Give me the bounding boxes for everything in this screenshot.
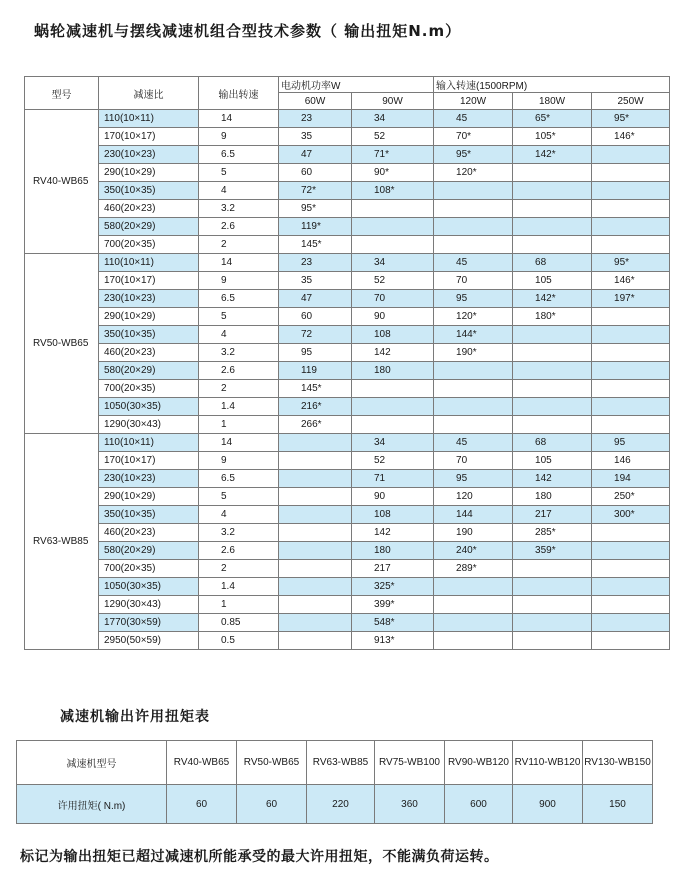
table-row [25, 110, 670, 128]
torque-value-cell: 197* [592, 290, 670, 308]
table-row [25, 362, 670, 380]
torque-value-cell [434, 578, 513, 596]
torque-value-cell [513, 164, 592, 182]
torque-value-cell: 90 [352, 488, 434, 506]
torque-value-cell [352, 398, 434, 416]
torque-value-cell [513, 416, 592, 434]
allowable-torque-cell: 60 [167, 785, 237, 824]
table-row [25, 560, 670, 578]
torque-value-cell [279, 560, 352, 578]
torque-value-cell: 180 [513, 488, 592, 506]
torque-value-cell: 119* [279, 218, 352, 236]
torque-value-cell [434, 398, 513, 416]
allowable-model-cell: RV90-WB120 [445, 741, 513, 785]
torque-value-cell: 105 [513, 272, 592, 290]
ratio-cell: 170(10×17) [99, 128, 199, 146]
torque-value-cell: 71* [352, 146, 434, 164]
torque-value-cell: 95* [434, 146, 513, 164]
ratio-cell: 170(10×17) [99, 272, 199, 290]
torque-value-cell: 52 [352, 128, 434, 146]
torque-value-cell: 45 [434, 254, 513, 272]
table-row [25, 236, 670, 254]
output-speed-cell: 9 [199, 272, 279, 290]
table-row [25, 254, 670, 272]
torque-value-cell [434, 632, 513, 650]
ratio-cell: 350(10×35) [99, 182, 199, 200]
torque-value-cell: 95* [592, 110, 670, 128]
output-speed-cell: 6.5 [199, 470, 279, 488]
allowable-model-cell: RV110-WB120 [513, 741, 583, 785]
ratio-cell: 580(20×29) [99, 542, 199, 560]
torque-value-cell [513, 614, 592, 632]
allowable-model-cell: RV50-WB65 [237, 741, 307, 785]
torque-value-cell [592, 542, 670, 560]
torque-value-cell [592, 326, 670, 344]
torque-value-cell: 47 [279, 290, 352, 308]
torque-table-body [25, 110, 670, 650]
ratio-cell: 350(10×35) [99, 506, 199, 524]
torque-value-cell [279, 452, 352, 470]
torque-value-cell: 144 [434, 506, 513, 524]
table-row [25, 416, 670, 434]
torque-value-cell [352, 380, 434, 398]
torque-value-cell: 95 [434, 290, 513, 308]
torque-value-cell: 142* [513, 290, 592, 308]
output-speed-cell: 2 [199, 560, 279, 578]
torque-value-cell: 105 [513, 452, 592, 470]
ratio-cell: 110(10×11) [99, 254, 199, 272]
ratio-cell: 1050(30×35) [99, 578, 199, 596]
table-row [25, 308, 670, 326]
ratio-cell: 170(10×17) [99, 452, 199, 470]
torque-value-cell: 108 [352, 506, 434, 524]
allowable-torque-row [17, 785, 653, 824]
table-row [25, 596, 670, 614]
torque-value-cell [434, 380, 513, 398]
output-speed-cell: 9 [199, 452, 279, 470]
torque-value-cell [279, 434, 352, 452]
torque-value-cell: 34 [352, 254, 434, 272]
table-row [25, 578, 670, 596]
output-speed-cell: 1.4 [199, 578, 279, 596]
allowable-torque-label: 许用扭矩( N.m) [17, 785, 167, 824]
torque-value-cell: 34 [352, 434, 434, 452]
torque-value-cell: 95 [279, 344, 352, 362]
torque-value-cell [279, 578, 352, 596]
torque-value-cell [434, 416, 513, 434]
header-power-250w: 250W [592, 93, 670, 110]
torque-spec-table [24, 76, 670, 650]
ratio-cell: 460(20×23) [99, 524, 199, 542]
table-row [25, 434, 670, 452]
allowable-torque-cell: 60 [237, 785, 307, 824]
torque-value-cell: 72 [279, 326, 352, 344]
table-row [25, 272, 670, 290]
torque-value-cell: 142 [513, 470, 592, 488]
torque-value-cell: 68 [513, 254, 592, 272]
ratio-cell: 1050(30×35) [99, 398, 199, 416]
torque-value-cell [513, 578, 592, 596]
ratio-cell: 290(10×29) [99, 308, 199, 326]
table-row [25, 614, 670, 632]
output-speed-cell: 0.85 [199, 614, 279, 632]
table-row [25, 218, 670, 236]
page-title: 蜗轮减速机与摆线减速机组合型技术参数（ 输出扭矩N.m） [34, 22, 462, 40]
allowable-torque-cell: 600 [445, 785, 513, 824]
torque-value-cell: 300* [592, 506, 670, 524]
ratio-cell: 230(10×23) [99, 470, 199, 488]
torque-value-cell: 45 [434, 434, 513, 452]
torque-value-cell: 190 [434, 524, 513, 542]
ratio-cell: 230(10×23) [99, 146, 199, 164]
table-row [25, 470, 670, 488]
torque-value-cell: 108* [352, 182, 434, 200]
torque-value-cell [279, 488, 352, 506]
table-row [25, 146, 670, 164]
torque-value-cell [592, 380, 670, 398]
torque-value-cell [592, 182, 670, 200]
output-speed-cell: 14 [199, 110, 279, 128]
table-row [25, 542, 670, 560]
ratio-cell: 700(20×35) [99, 380, 199, 398]
torque-value-cell: 52 [352, 272, 434, 290]
torque-value-cell: 142 [352, 344, 434, 362]
ratio-cell: 700(20×35) [99, 236, 199, 254]
torque-value-cell: 95* [592, 254, 670, 272]
model-cell: RV63-WB85 [25, 434, 99, 650]
torque-value-cell: 217 [513, 506, 592, 524]
torque-value-cell: 108 [352, 326, 434, 344]
torque-value-cell: 90 [352, 308, 434, 326]
torque-value-cell: 120 [434, 488, 513, 506]
allowable-torque-table [16, 740, 653, 824]
torque-value-cell [592, 146, 670, 164]
ratio-cell: 580(20×29) [99, 362, 199, 380]
output-speed-cell: 0.5 [199, 632, 279, 650]
ratio-cell: 290(10×29) [99, 488, 199, 506]
model-cell: RV40-WB65 [25, 110, 99, 254]
output-speed-cell: 5 [199, 164, 279, 182]
torque-value-cell [434, 236, 513, 254]
torque-value-cell [434, 362, 513, 380]
ratio-cell: 1770(30×59) [99, 614, 199, 632]
torque-value-cell: 70 [434, 272, 513, 290]
output-speed-cell: 3.2 [199, 344, 279, 362]
table-row [25, 128, 670, 146]
header-output-speed: 输出转速 [199, 77, 279, 110]
torque-value-cell [592, 236, 670, 254]
torque-value-cell [279, 614, 352, 632]
table-row [25, 164, 670, 182]
torque-value-cell [592, 218, 670, 236]
torque-value-cell [279, 632, 352, 650]
table-row [25, 506, 670, 524]
torque-value-cell: 146* [592, 272, 670, 290]
output-speed-cell: 5 [199, 488, 279, 506]
allowable-torque-cell: 150 [583, 785, 653, 824]
torque-value-cell: 180* [513, 308, 592, 326]
torque-value-cell [513, 398, 592, 416]
torque-value-cell: 142 [352, 524, 434, 542]
torque-value-cell [513, 344, 592, 362]
torque-value-cell: 71 [352, 470, 434, 488]
table-row [25, 452, 670, 470]
torque-value-cell: 45 [434, 110, 513, 128]
torque-value-cell [279, 506, 352, 524]
torque-value-cell [352, 218, 434, 236]
torque-value-cell [513, 362, 592, 380]
torque-value-cell: 34 [352, 110, 434, 128]
torque-value-cell [513, 326, 592, 344]
ratio-cell: 1290(30×43) [99, 416, 199, 434]
ratio-cell: 230(10×23) [99, 290, 199, 308]
torque-value-cell [592, 344, 670, 362]
torque-value-cell: 95 [434, 470, 513, 488]
allowable-model-cell: RV63-WB85 [307, 741, 375, 785]
output-speed-cell: 2 [199, 380, 279, 398]
torque-value-cell [513, 596, 592, 614]
torque-value-cell: 548* [352, 614, 434, 632]
footnote: 标记为输出扭矩已超过减速机所能承受的最大许用扭矩，不能满负荷运转。 [20, 849, 499, 865]
torque-value-cell: 120* [434, 164, 513, 182]
ratio-cell: 460(20×23) [99, 200, 199, 218]
torque-value-cell [513, 380, 592, 398]
ratio-cell: 290(10×29) [99, 164, 199, 182]
torque-value-cell [513, 200, 592, 218]
table-row [25, 632, 670, 650]
allowable-torque-cell: 220 [307, 785, 375, 824]
torque-value-cell [434, 182, 513, 200]
torque-value-cell [352, 416, 434, 434]
torque-value-cell [592, 560, 670, 578]
torque-value-cell: 145* [279, 236, 352, 254]
output-speed-cell: 4 [199, 506, 279, 524]
torque-value-cell: 65* [513, 110, 592, 128]
torque-value-cell [592, 614, 670, 632]
torque-value-cell: 23 [279, 110, 352, 128]
ratio-cell: 2950(50×59) [99, 632, 199, 650]
output-speed-cell: 3.2 [199, 524, 279, 542]
torque-value-cell [279, 470, 352, 488]
allowable-torque-cell: 360 [375, 785, 445, 824]
table-row [25, 524, 670, 542]
torque-value-cell: 217 [352, 560, 434, 578]
output-speed-cell: 14 [199, 434, 279, 452]
ratio-cell: 110(10×11) [99, 434, 199, 452]
output-speed-cell: 6.5 [199, 146, 279, 164]
torque-value-cell [592, 164, 670, 182]
allowable-torque-cell: 900 [513, 785, 583, 824]
torque-value-cell [434, 200, 513, 218]
torque-value-cell: 250* [592, 488, 670, 506]
torque-value-cell: 52 [352, 452, 434, 470]
allowable-torque-title: 减速机输出许用扭矩表 [60, 709, 210, 725]
ratio-cell: 350(10×35) [99, 326, 199, 344]
torque-value-cell [592, 398, 670, 416]
allowable-model-cell: RV75-WB100 [375, 741, 445, 785]
output-speed-cell: 14 [199, 254, 279, 272]
torque-value-cell: 70 [434, 452, 513, 470]
ratio-cell: 580(20×29) [99, 218, 199, 236]
ratio-cell: 460(20×23) [99, 344, 199, 362]
allowable-model-cell: RV40-WB65 [167, 741, 237, 785]
torque-value-cell: 60 [279, 164, 352, 182]
output-speed-cell: 2.6 [199, 362, 279, 380]
header-power-120w: 120W [434, 93, 513, 110]
torque-value-cell: 95 [592, 434, 670, 452]
torque-value-cell: 90* [352, 164, 434, 182]
torque-value-cell: 47 [279, 146, 352, 164]
torque-value-cell: 68 [513, 434, 592, 452]
torque-value-cell: 194 [592, 470, 670, 488]
model-cell: RV50-WB65 [25, 254, 99, 434]
torque-value-cell [592, 632, 670, 650]
output-speed-cell: 3.2 [199, 200, 279, 218]
torque-value-cell: 35 [279, 272, 352, 290]
torque-value-cell: 105* [513, 128, 592, 146]
torque-value-cell [434, 596, 513, 614]
torque-value-cell: 120* [434, 308, 513, 326]
output-speed-cell: 6.5 [199, 290, 279, 308]
allowable-model-cell: RV130-WB150 [583, 741, 653, 785]
torque-value-cell [434, 218, 513, 236]
torque-value-cell [513, 632, 592, 650]
torque-value-cell [279, 524, 352, 542]
torque-value-cell: 95* [279, 200, 352, 218]
torque-value-cell [592, 200, 670, 218]
torque-value-cell: 285* [513, 524, 592, 542]
torque-value-cell [592, 416, 670, 434]
torque-value-cell: 72* [279, 182, 352, 200]
allowable-model-label: 减速机型号 [17, 741, 167, 785]
torque-value-cell: 399* [352, 596, 434, 614]
torque-value-cell: 359* [513, 542, 592, 560]
table-row [25, 200, 670, 218]
torque-value-cell: 70* [434, 128, 513, 146]
torque-value-cell [592, 524, 670, 542]
header-model: 型号 [25, 77, 99, 110]
table-row [25, 326, 670, 344]
torque-value-cell [592, 578, 670, 596]
header-power-60w: 60W [279, 93, 352, 110]
output-speed-cell: 2.6 [199, 218, 279, 236]
torque-value-cell [434, 614, 513, 632]
torque-value-cell: 145* [279, 380, 352, 398]
output-speed-cell: 4 [199, 182, 279, 200]
torque-value-cell [513, 182, 592, 200]
table-row [25, 380, 670, 398]
torque-value-cell: 60 [279, 308, 352, 326]
torque-value-cell [592, 362, 670, 380]
header-power-90w: 90W [352, 93, 434, 110]
table-row [25, 398, 670, 416]
table-row [25, 182, 670, 200]
torque-value-cell [352, 200, 434, 218]
torque-value-cell: 146 [592, 452, 670, 470]
torque-value-cell: 240* [434, 542, 513, 560]
torque-value-cell: 144* [434, 326, 513, 344]
output-speed-cell: 2 [199, 236, 279, 254]
torque-value-cell: 180 [352, 542, 434, 560]
torque-value-cell: 325* [352, 578, 434, 596]
torque-value-cell: 190* [434, 344, 513, 362]
output-speed-cell: 4 [199, 326, 279, 344]
torque-value-cell: 70 [352, 290, 434, 308]
header-motor-power: 电动机功率W [279, 77, 434, 93]
table-row [25, 290, 670, 308]
ratio-cell: 110(10×11) [99, 110, 199, 128]
torque-value-cell: 266* [279, 416, 352, 434]
output-speed-cell: 1 [199, 596, 279, 614]
header-input-speed: 输入转速(1500RPM) [434, 77, 670, 93]
torque-value-cell [352, 236, 434, 254]
torque-value-cell [592, 308, 670, 326]
ratio-cell: 1290(30×43) [99, 596, 199, 614]
output-speed-cell: 2.6 [199, 542, 279, 560]
table-row [25, 344, 670, 362]
table-row [25, 488, 670, 506]
torque-value-cell: 913* [352, 632, 434, 650]
torque-value-cell [279, 596, 352, 614]
torque-value-cell [279, 542, 352, 560]
output-speed-cell: 1 [199, 416, 279, 434]
torque-value-cell [592, 596, 670, 614]
torque-value-cell [513, 236, 592, 254]
torque-value-cell: 142* [513, 146, 592, 164]
torque-value-cell: 35 [279, 128, 352, 146]
output-speed-cell: 9 [199, 128, 279, 146]
torque-value-cell: 216* [279, 398, 352, 416]
torque-value-cell: 180 [352, 362, 434, 380]
output-speed-cell: 1.4 [199, 398, 279, 416]
torque-value-cell: 23 [279, 254, 352, 272]
torque-value-cell: 289* [434, 560, 513, 578]
torque-value-cell [513, 218, 592, 236]
ratio-cell: 700(20×35) [99, 560, 199, 578]
torque-value-cell [513, 560, 592, 578]
header-power-180w: 180W [513, 93, 592, 110]
torque-value-cell: 119 [279, 362, 352, 380]
allowable-model-row [17, 741, 653, 785]
output-speed-cell: 5 [199, 308, 279, 326]
header-ratio: 减速比 [99, 77, 199, 110]
torque-value-cell: 146* [592, 128, 670, 146]
